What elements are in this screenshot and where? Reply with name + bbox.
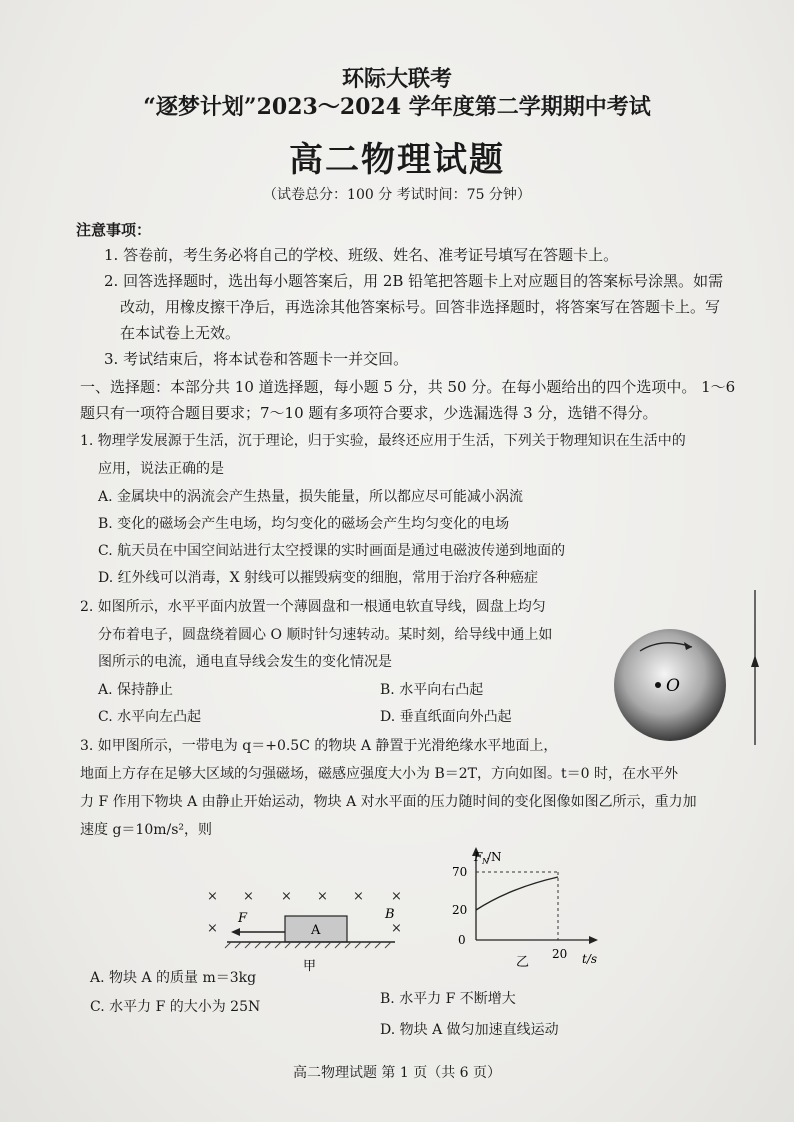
force-arrow-head — [231, 928, 240, 936]
q2-option-a: A. 保持静止 — [98, 682, 174, 698]
q2-option-d: D. 垂直纸面向外凸起 — [380, 709, 512, 725]
q3-stem-2: 地面上方存在足够大区域的匀强磁场，磁感应强度大小为 B＝2T，方向如图。t＝0 时，在水平外 — [80, 766, 678, 782]
exam-meta: （试卷总分：100 分 考试时间：75 分钟） — [263, 187, 531, 203]
q1-option-d: D. 红外线可以消毒，X 射线可以摧毁病变的细胞，常用于治疗各种癌症 — [98, 570, 539, 586]
x-axis-label: t/s — [582, 952, 598, 966]
figure-jia-caption: 甲 — [303, 959, 317, 974]
y-tick-70: 70 — [452, 865, 468, 879]
q3-stem-4: 速度 g＝10m/s²，则 — [80, 822, 213, 838]
block-label: A — [311, 923, 321, 938]
note-2: 2. 回答选择题时，选出每小题答案后，用 2B 铅笔把答题卡上对应题目的答案标号涂黑。如需 — [104, 272, 724, 290]
force-label: F — [238, 911, 248, 926]
notes-title: 注意事项： — [76, 221, 152, 239]
note-1: 1. 答卷前，考生务必将自己的学校、班级、姓名、准考证号填写在答题卡上。 — [104, 246, 619, 264]
x-axis-arrow — [589, 936, 598, 944]
q1-option-c: C. 航天员在中国空间站进行太空授课的实时画面是通过电磁波传递到地面的 — [98, 543, 566, 559]
center-label: O — [666, 676, 680, 696]
q2-figure — [600, 585, 770, 755]
q3-option-c: C. 水平力 F 的大小为 25N — [90, 999, 261, 1015]
x-tick-20: 20 — [552, 947, 568, 961]
svg-text:×: × — [207, 889, 218, 904]
note-3: 3. 考试结束后，将本试卷和答题卡一并交回。 — [104, 350, 409, 368]
q3-option-d: D. 物块 A 做匀加速直线运动 — [380, 1022, 559, 1038]
y-axis-label: F — [474, 850, 483, 864]
svg-text:×: × — [353, 889, 364, 904]
section-1-line-2: 题只有一项符合题目要求；7～10 题有多项符合要求，少选漏选得 3 分，选错不得分。 — [80, 404, 658, 422]
q3-figure-jia — [195, 880, 425, 975]
q2-stem-3: 图所示的电流，通电直导线会发生的变化情况是 — [98, 654, 392, 670]
field-label: B — [385, 907, 395, 922]
ground-hatch — [225, 942, 391, 948]
note-2-cont: 改动，用橡皮擦干净后，再选涂其他答案标号。回答非选择题时，将答案写在答题卡上。写 — [120, 298, 721, 316]
q3-figure-yi — [440, 842, 620, 972]
q1-option-a: A. 金属块中的涡流会产生热量，损失能量，所以都应尽可能减小涡流 — [98, 489, 524, 505]
q1-option-b: B. 变化的磁场会产生电场，均匀变化的磁场会产生均匀变化的电场 — [98, 516, 510, 532]
pressure-curve — [476, 877, 558, 910]
section-1-line-1: 一、选择题：本部分共 10 道选择题，每小题 5 分，共 50 分。在每小题给出的四个选项中。 1～6 — [80, 378, 736, 396]
svg-text:×: × — [243, 889, 254, 904]
subject-title: 高二物理试题 — [289, 140, 505, 180]
exam-org: 环际大联考 — [341, 66, 452, 92]
q2-option-c: C. 水平向左凸起 — [98, 709, 202, 725]
q2-option-b: B. 水平向右凸起 — [380, 682, 484, 698]
svg-text:×: × — [317, 889, 328, 904]
page-footer: 高二物理试题 第 1 页（共 6 页） — [292, 1065, 502, 1081]
q3-option-a: A. 物块 A 的质量 m＝3kg — [90, 970, 257, 986]
q1-stem-1: 1. 物理学发展源于生活，沉于理论，归于实验，最终还应用于生活，下列关于物理知识在生活中的 — [80, 433, 686, 449]
center-dot — [655, 682, 661, 688]
y-tick-20: 20 — [452, 903, 468, 917]
svg-text:×: × — [391, 889, 402, 904]
q3-stem-1: 3. 如甲图所示，一带电为 q＝+0.5C 的物块 A 静置于光滑绝缘水平地面上， — [80, 738, 558, 754]
svg-text:×: × — [281, 889, 292, 904]
q2-stem-1: 2. 如图所示，水平平面内放置一个薄圆盘和一根通电软直导线，圆盘上均匀 — [80, 599, 546, 615]
figure-yi-caption: 乙 — [516, 955, 530, 970]
q1-stem-2: 应用，说法正确的是 — [98, 461, 224, 477]
current-arrow — [751, 655, 759, 667]
svg-text:×: × — [207, 921, 218, 936]
y-tick-0: 0 — [458, 933, 466, 947]
note-2-cont2: 在本试卷上无效。 — [120, 324, 241, 342]
y-axis-unit: /N — [487, 850, 502, 864]
svg-text:×: × — [391, 921, 402, 936]
y-axis-label-sub: N — [482, 857, 489, 866]
q3-stem-3: 力 F 作用下物块 A 由静止开始运动，物块 A 对水平面的压力随时间的变化图像如图乙所示，重力加 — [80, 794, 697, 810]
exam-title: “逐梦计划”2023～2024 学年度第二学期期中考试 — [143, 94, 651, 120]
q3-option-b: B. 水平力 F 不断增大 — [380, 991, 516, 1007]
q2-stem-2: 分布着电子，圆盘绕着圆心 O 顺时针匀速转动。某时刻，给导线中通上如 — [98, 627, 553, 643]
